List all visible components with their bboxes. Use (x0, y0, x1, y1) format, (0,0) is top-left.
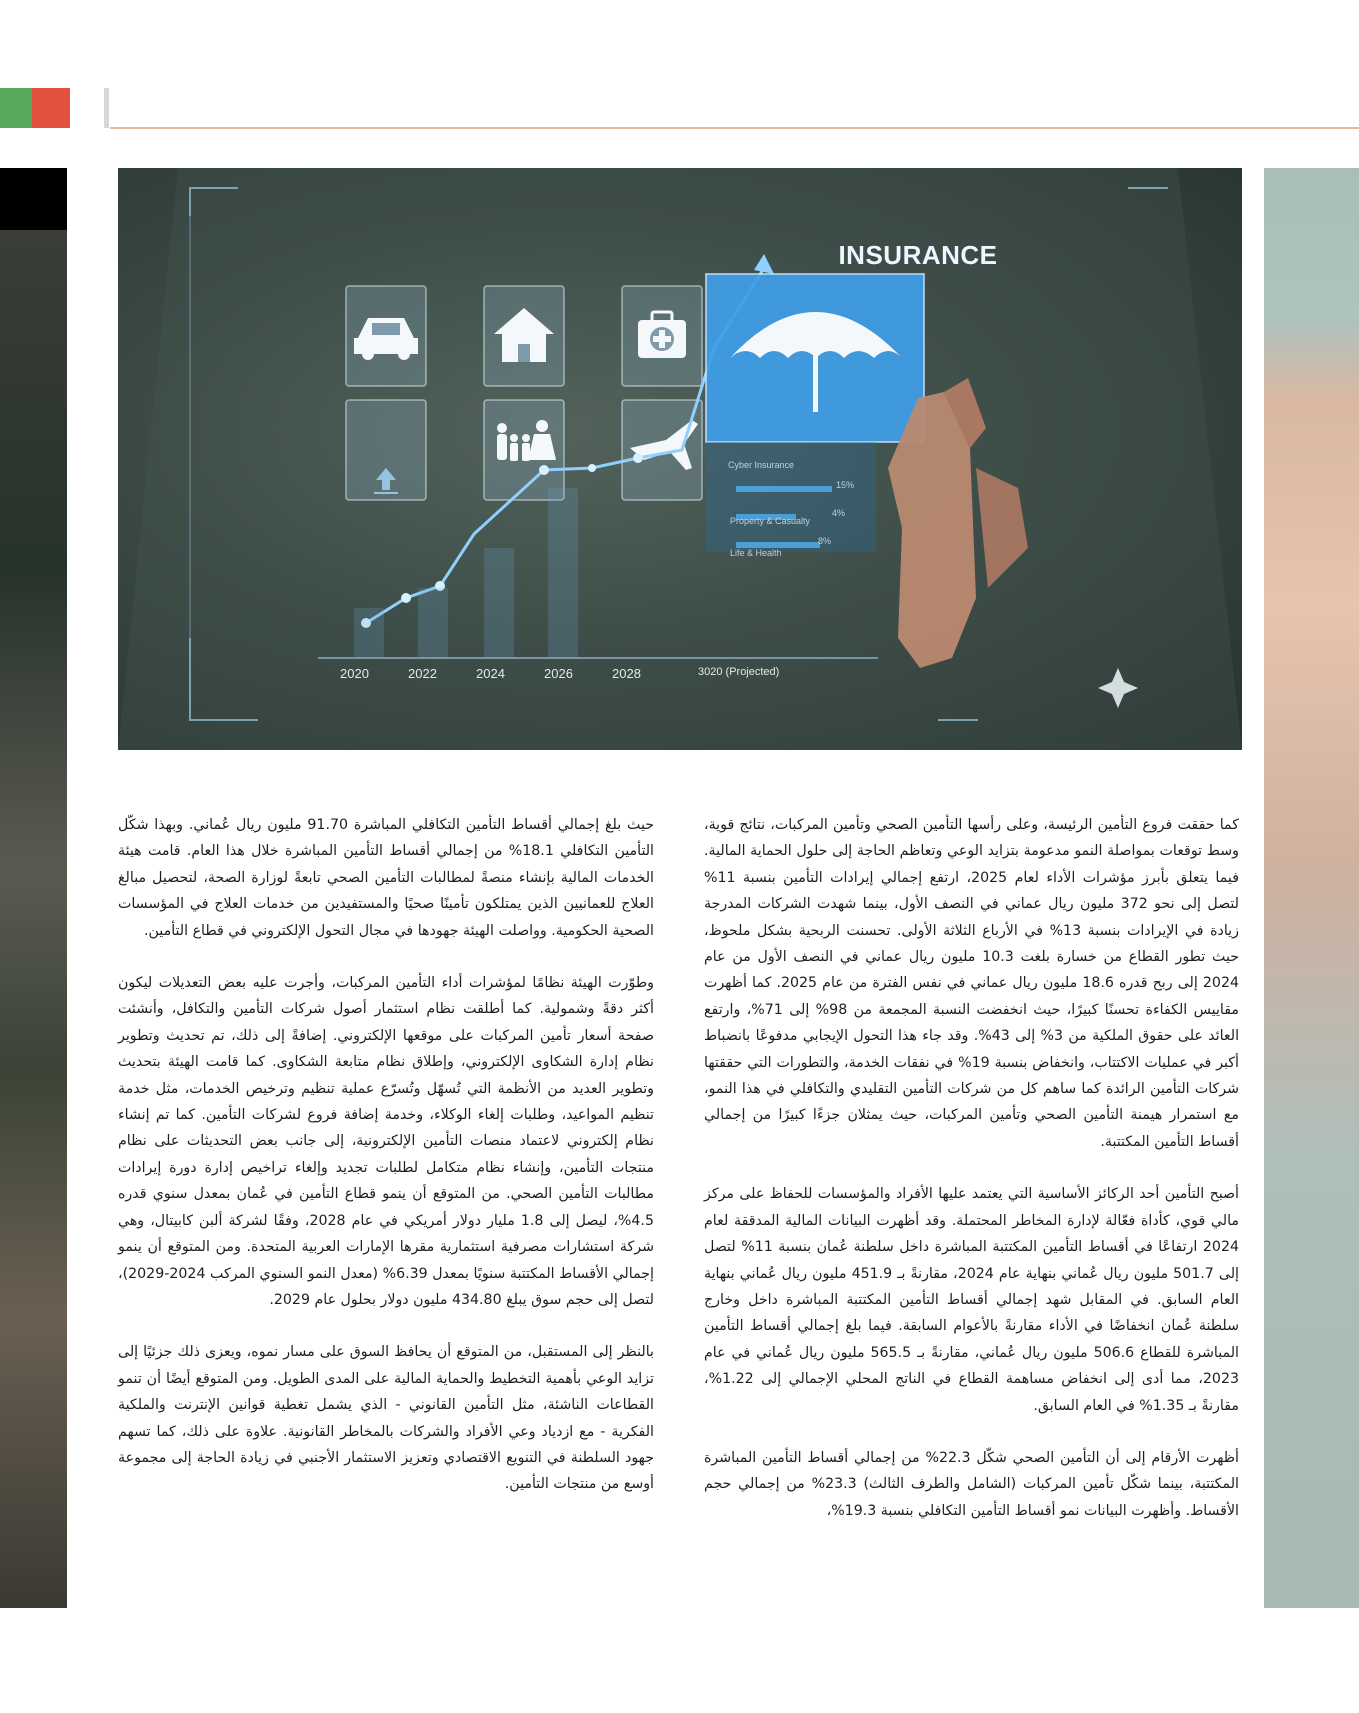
article-column-right (704, 812, 1239, 1550)
panel-item-life: Life & Health (730, 548, 782, 558)
article-paragraph: وطوّرت الهيئة نظامًا لمؤشرات أداء التأمين المركبات، وأجرت عليه بعض التعديلات ليكون أكثر دقةً وشمولية. كما أطلقت نظام استثمار أصول شركات التأمين والتكافل، وأنشئت صفحة أسعار تأمين المركبات على موقعها الإلكتروني. إضافةً إلى ذلك، تم تحديث وتطوير نظام إدارة الشكاوى الإلكتروني، وإطلاق نظام متابعة الشكاوى. كما قامت الهيئة بتحديث وتطوير العديد من الأنظمة التي تُسهّل وتُسرّع عملية تنظيم وترخيص الخدمات، مثل خدمة تنظيم المواعيد، وطلبات إلغاء الوكلاء، وخدمة إضافة فروع لشركات التأمين. كما تم إنشاء نظام إلكتروني لاعتماد منصات التأمين الإلكترونية، إلى جانب بعض التحديثات على نظام منتجات التأمين، وإنشاء نظام متكامل لطلبات تجديد وإلغاء تراخيص إدارة دورة إيرادات مطالبات التأمين الصحي. من المتوقع أن ينمو قطاع التأمين في عُمان بمعدل سنوي قدره 4.5%، ليصل إلى 1.8 مليار دولار أمريكي في عام 2028، وفقًا لشركة ألبن كابيتال، وهي شركة استشارات مصرفية استثمارية مقرها الإمارات العربية المتحدة. ومن المتوقع أن ينمو إجمالي الأقساط المكتتبة سنويًا بمعدل 6.39% (معدل النمو السنوي المركب 2024-2029)، لتصل إلى حجم سوق يبلغ 434.80 مليون دولار بحلول عام 2029. (118, 975, 654, 1308)
year-label-projected: 3020 (Projected) (698, 666, 780, 678)
panel-pct-3: 8% (818, 536, 832, 546)
article-paragraph: كما حققت فروع التأمين الرئيسة، وعلى رأسها التأمين الصحي وتأمين المركبات، نتائج قوية، وسط توقعات بمواصلة النمو مدعومة بتزايد الوعي وتعاظم الحاجة إلى حلول الحماية المالية. فيما يتعلق بأبرز مؤشرات الأداء لعام 2025، ارتفع إجمالي إيرادات التأمين بنسبة 11% لتصل إلى نحو 372 مليون ريال عماني في النصف الأول، بينما شهدت الشركات المدرجة زيادة في الإيرادات بنسبة 13% في الأرباع الثلاثة الأولى. تحسنت الربحية بشكل ملحوظ، حيث تطور القطاع من خسارة بلغت 10.3 مليون ريال عماني في النصف الأول من عام 2024 إلى ربح قدره 18.6 مليون ريال عماني في نفس الفترة من عام 2025. كما أظهرت مقاييس الكفاءة تحسنًا كبيرًا، حيث انخفضت النسبة المجمعة من 98% إلى 71%، وارتفع العائد على حقوق الملكية من 3% إلى 43%. وقد جاء هذا التحول الإيجابي مدفوعًا بانضباط أكبر في عمليات الاكتتاب، وانخفاض بنسبة 19% في نفقات الخدمة، والتطورات التي حققتها شركات التأمين الرائدة كما ساهم كل من شركات التأمين التقليدي والتكافلي في هذا النمو، مع استمرار هيمنة التأمين الصحي وتأمين المركبات، حيث يمثلان جزءًا كبيرًا من إجمالي أقساط التأمين المكتتبة. (704, 817, 1240, 1150)
year-label: 2022 (408, 666, 437, 681)
left-bleed-photo (0, 168, 67, 1608)
article-paragraph: حيث بلغ إجمالي أقساط التأمين التكافلي المباشرة 91.70 مليون ريال عُماني. وبهذا شكّل التأمين التكافلي 18.1% من إجمالي أقساط التأمين المباشرة خلال هذا العام. قامت هيئة الخدمات المالية بإنشاء منصةً لمطالبات التأمين الصحي تابعةً لوزارة الصحة، لتحصيل مبالغ العلاج للعمانيين الذين يمتلكون تأمينًا صحيًا والمستفيدين من خدمات العلاج في المؤسسات الصحية الحكومية. وواصلت الهيئة جهودها في مجال التحول الإلكتروني في قطاع التأمين. (118, 817, 654, 939)
header-accent-green (0, 88, 32, 128)
article-paragraph: أصبح التأمين أحد الركائز الأساسية التي يعتمد عليها الأفراد والمؤسسات للحفاظ على مركز مالي قوي، كأداة فعّالة لإدارة المخاطر المحتملة. وقد أظهرت البيانات المالية المدققة لعام 2024 ارتفاعًا في أقساط التأمين المكتتبة المباشرة داخل سلطنة عُمان بنسبة 11% لتصل إلى 501.7 مليون ريال عُماني بنهاية عام 2024، مقارنةً بـ 451.9 مليون ريال عُماني بنهاية العام السابق. في المقابل شهد إجمالي أقساط التأمين المكتتبة المباشرة داخل وخارج سلطنة عُمان انخفاضًا في الأداء مقارنةً بالأعوام السابقة. فيما بلغ إجمالي أقساط التأمين المباشرة للقطاع 506.6 مليون ريال عُماني، مقارنةً بـ 565.5 مليون ريال عُماني في عام 2023، مما أدى إلى انخفاض مساهمة القطاع في الناتج المحلي الإجمالي إلى 1.22%، مقارنةً بـ 1.35% في العام السابق. (704, 1186, 1239, 1414)
year-label: 2020 (340, 666, 369, 681)
year-label: 2024 (476, 666, 505, 681)
right-bleed-photo (1264, 168, 1359, 1608)
year-label: 2028 (612, 666, 641, 681)
panel-item-property: Property & Casualty (730, 516, 811, 526)
header-rule (110, 127, 1359, 129)
panel-item-cyber: Cyber Insurance (728, 460, 795, 470)
header-accent-red (32, 88, 70, 128)
panel-pct-1: 15% (836, 480, 855, 490)
article-column-left (118, 812, 654, 1524)
header-divider-mark (104, 88, 109, 128)
article-paragraph: بالنظر إلى المستقبل، من المتوقع أن يحافظ السوق على مسار نموه، ويعزى ذلك جزئيًا إلى تزايد الوعي بأهمية التخطيط والحماية المالية على المدى الطويل. ومن المتوقع أيضًا أن تنمو القطاعات الناشئة، مثل التأمين القانوني - الذي يشمل تغطية قوانين الإنترنت والملكية الفكرية - مع ازدياد وعي الأفراد والشركات بالمخاطر القانونية. علاوة على ذلك، كما تسهم جهود السلطنة في التنويع الاقتصادي وتعزيز الاستثمار الأجنبي في زيادة الحاجة إلى مجموعة أوسع من منتجات التأمين. (118, 1344, 654, 1493)
year-label: 2026 (544, 666, 573, 681)
hero-image-insurance (118, 168, 1242, 750)
hero-illustration (118, 168, 1242, 750)
insurance-panel-title: INSURANCE (838, 240, 998, 270)
panel-pct-2: 4% (832, 508, 846, 518)
article-paragraph: أظهرت الأرقام إلى أن التأمين الصحي شكّل 22.3% من إجمالي أقساط التأمين المباشرة المكتتبة، بينما شكّل تأمين المركبات (الشامل والطرف الثالث) 23.3% من إجمالي حجم الأقساط. وأظهرت البيانات نمو أقساط التأمين التكافلي بنسبة 19.3%، (704, 1449, 1239, 1519)
